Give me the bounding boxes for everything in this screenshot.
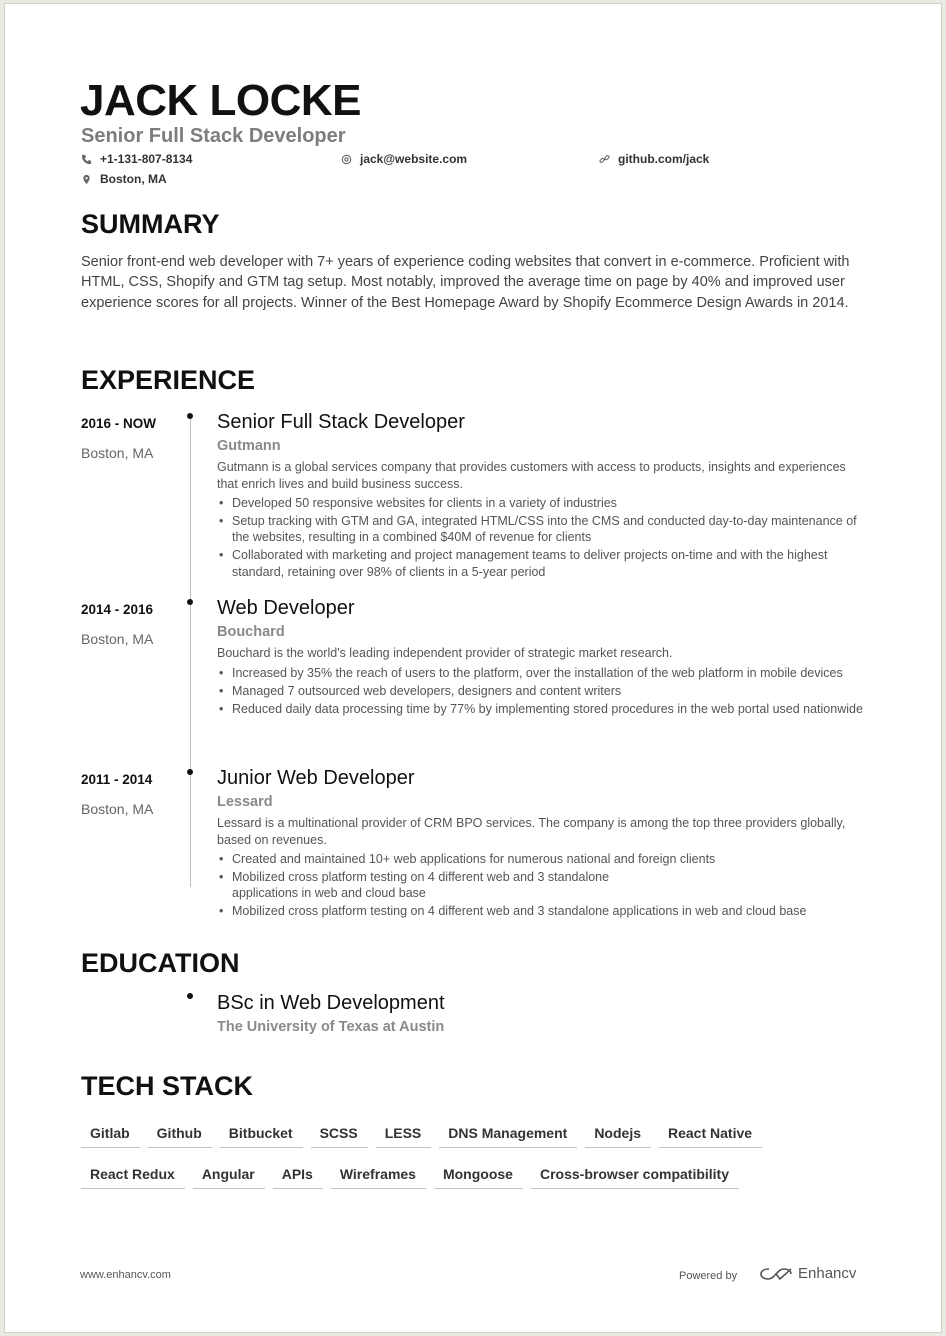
job-description: Lessard is a multinational provider of CRM BPO services. The company is among the top three providers globally, based on revenues. (217, 816, 846, 847)
link-icon (599, 154, 610, 165)
tech-tag: Mongoose (434, 1166, 523, 1189)
phone-contact[interactable] (81, 152, 192, 166)
job-title: Web Developer (217, 597, 355, 619)
job-location: Boston, MA (81, 801, 154, 817)
at-icon (341, 154, 352, 165)
github-contact[interactable] (599, 152, 709, 166)
education-heading: EDUCATION (81, 948, 240, 978)
job-dates: 2014 - 2016 (81, 602, 154, 617)
job-bullet: • Mobilized cross platform testing on 4 different web and 3 standalone applications in web and cloud base (217, 903, 867, 920)
job-bullet: • Developed 50 responsive websites for clients in a variety of industries (217, 495, 867, 512)
tech-tags-row-2 (81, 1166, 881, 1189)
job-location: Boston, MA (81, 445, 154, 461)
timeline-line (190, 419, 191, 887)
job-title: Senior Full Stack Developer (217, 411, 465, 433)
resume-page (4, 3, 942, 1333)
job-bullet: • Managed 7 outsourced web developers, designers and content writers (217, 683, 867, 700)
phone-icon (81, 154, 92, 165)
tech-tag: Cross-browser compatibility (531, 1166, 739, 1189)
candidate-name: JACK LOCKE (80, 76, 362, 125)
candidate-role: Senior Full Stack Developer (81, 125, 346, 147)
tech-tag: Bitbucket (220, 1125, 303, 1148)
job-bullet: • Reduced daily data processing time by 77% by implementing stored procedures in the web portal used nationwide (217, 701, 867, 718)
tech-tag: APIs (273, 1166, 323, 1189)
location-text: Boston, MA (100, 172, 167, 186)
job-company: Lessard (217, 794, 273, 810)
tech-tag: DNS Management (439, 1125, 577, 1148)
github-text: github.com/jack (618, 152, 710, 166)
tech-tags-row-1 (81, 1125, 881, 1148)
education-dot (187, 993, 193, 999)
tech-tag: Gitlab (81, 1125, 140, 1148)
tech-stack-heading: TECH STACK (81, 1071, 253, 1101)
job-dates: 2016 - NOW (81, 416, 157, 431)
job-bullet: • Setup tracking with GTM and GA, integrated HTML/CSS into the CMS and conducted day-to-day maintenance of the websites, resulting in a combined $40M of revenue for clients (217, 513, 867, 546)
tech-tag: LESS (376, 1125, 432, 1148)
enhancv-logo-icon (759, 1266, 793, 1282)
job-company: Bouchard (217, 624, 285, 640)
education-school: The University of Texas at Austin (217, 1019, 445, 1035)
location-pin-icon (81, 174, 92, 185)
tech-tag: React Redux (81, 1166, 185, 1189)
job-bullets (217, 849, 867, 920)
job-title: Junior Web Developer (217, 767, 415, 789)
job-bullet: • Mobilized cross platform testing on 4 different web and 3 standalone applications in web and cloud base (217, 869, 657, 902)
email-text: jack@website.com (360, 152, 468, 166)
job-description: Gutmann is a global services company that provides customers with access to products, insights and experiences that enrich lives and build business success. (217, 460, 846, 491)
job-dates: 2011 - 2014 (81, 772, 153, 787)
summary-text: Senior front-end web developer with 7+ years of experience coding websites that convert in e-commerce. Proficient with HTML, CSS, Shopify and GTM tag setup. Most notably, improved the average time on page by 40% and improved user experience scores for all projects. Winner of the Best Homepage Award by Shopify Ecommerce Design Awards in 2014. (81, 254, 850, 311)
footer-site-link[interactable]: www.enhancv.com (80, 1269, 171, 1281)
timeline-dot (187, 413, 193, 419)
tech-tag: Github (148, 1125, 212, 1148)
tech-tag: SCSS (311, 1125, 368, 1148)
timeline-dot (187, 769, 193, 775)
location-contact (81, 172, 167, 186)
phone-text: +1-131-807-8134 (100, 152, 193, 166)
job-bullet: • Created and maintained 10+ web applications for numerous national and foreign clients (217, 851, 867, 868)
email-contact[interactable] (341, 152, 467, 166)
job-bullet: • Collaborated with marketing and project management teams to deliver projects on-time and with the highest standard, retaining over 98% of clients in a 5-year period (217, 547, 867, 580)
job-company: Gutmann (217, 438, 281, 454)
summary-heading: SUMMARY (81, 209, 220, 239)
tech-tag: Wireframes (331, 1166, 426, 1189)
tech-tag: Angular (193, 1166, 265, 1189)
education-degree: BSc in Web Development (217, 992, 445, 1014)
job-bullets (217, 493, 867, 580)
timeline-dot (187, 599, 193, 605)
job-description: Bouchard is the world's leading independent provider of strategic market research. (217, 646, 673, 660)
experience-heading: EXPERIENCE (81, 365, 256, 395)
footer-powered-by: Powered by (679, 1270, 738, 1282)
footer-brand-logo[interactable] (759, 1265, 856, 1282)
footer-brand-name: Enhancv (798, 1265, 857, 1282)
tech-tag: Nodejs (585, 1125, 651, 1148)
tech-tag: React Native (659, 1125, 762, 1148)
job-bullets (217, 663, 867, 717)
job-bullet: • Increased by 35% the reach of users to the platform, over the installation of the web platform in mobile devices (217, 665, 867, 682)
job-location: Boston, MA (81, 631, 154, 647)
